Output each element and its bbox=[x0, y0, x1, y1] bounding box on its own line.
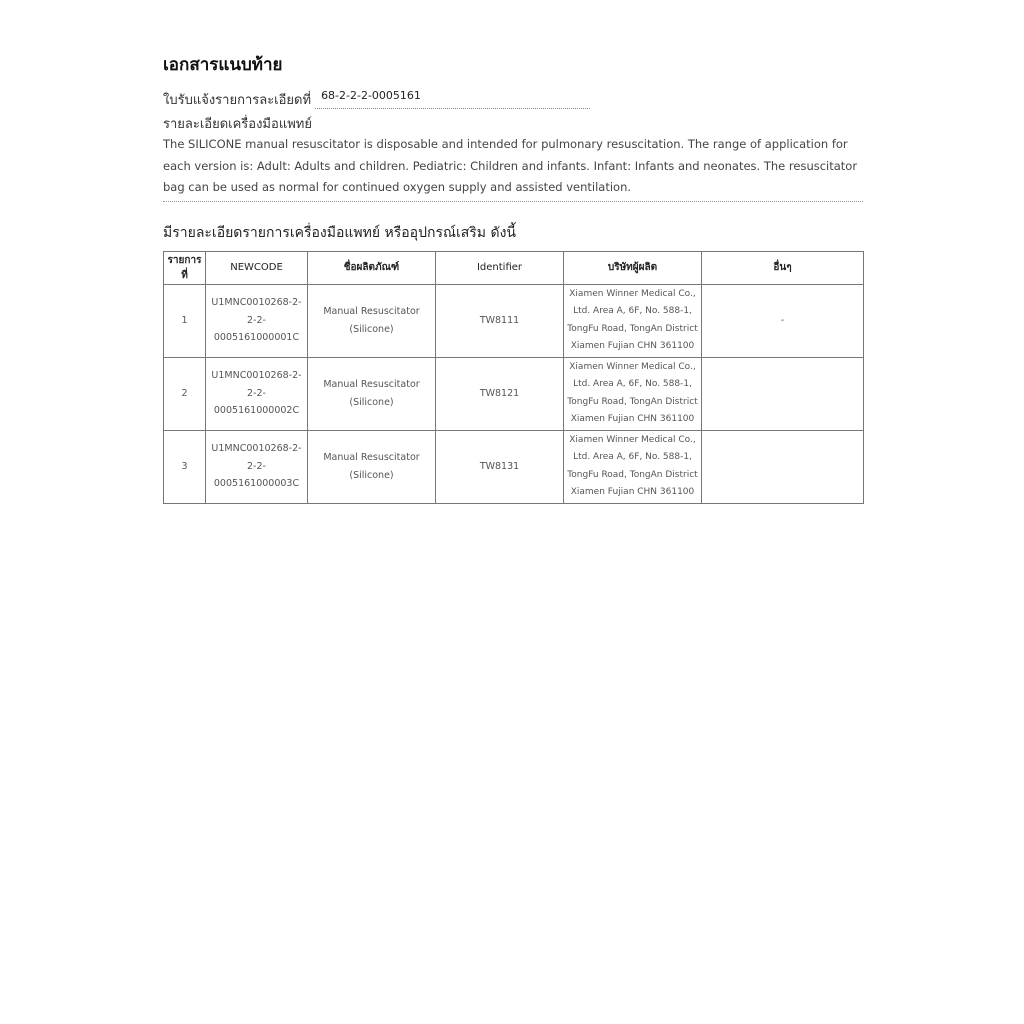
cell-item-no: 3 bbox=[164, 430, 206, 503]
header-newcode: NEWCODE bbox=[206, 251, 308, 284]
cell-other bbox=[702, 357, 864, 430]
document-title: เอกสารแนบท้าย bbox=[163, 55, 283, 75]
header-item-no: รายการที่ bbox=[164, 251, 206, 284]
cell-manufacturer: Xiamen Winner Medical Co., Ltd. Area A, 6F, No. 588-1, TongFu Road, TongAn District Xiamen Fujian CHN 361100 bbox=[564, 284, 702, 357]
cell-identifier: TW8121 bbox=[436, 357, 564, 430]
header-manufacturer: บริษัทผู้ผลิต bbox=[564, 251, 702, 284]
item-list-heading: มีรายละเอียดรายการเครื่องมือแพทย์ หรืออุปกรณ์เสริม ดังนี้ bbox=[163, 224, 516, 241]
cell-identifier: TW8111 bbox=[436, 284, 564, 357]
cell-item-no: 2 bbox=[164, 357, 206, 430]
cell-newcode: U1MNC0010268-2-2-2-0005161000001C bbox=[206, 284, 308, 357]
table-row bbox=[164, 284, 864, 357]
document-page bbox=[163, 50, 863, 504]
cell-newcode: U1MNC0010268-2-2-2-0005161000002C bbox=[206, 357, 308, 430]
device-items-table bbox=[163, 251, 864, 504]
table-row bbox=[164, 357, 864, 430]
cell-other: - bbox=[702, 284, 864, 357]
cell-newcode: U1MNC0010268-2-2-2-0005161000003C bbox=[206, 430, 308, 503]
cell-product-name: Manual Resuscitator (Silicone) bbox=[308, 430, 436, 503]
device-detail-label: รายละเอียดเครื่องมือแพทย์ bbox=[163, 117, 312, 132]
cell-manufacturer: Xiamen Winner Medical Co., Ltd. Area A, 6F, No. 588-1, TongFu Road, TongAn District Xiamen Fujian CHN 361100 bbox=[564, 430, 702, 503]
reference-underline bbox=[315, 108, 590, 109]
reference-number: 68-2-2-2-0005161 bbox=[321, 89, 421, 102]
header-other: อื่นๆ bbox=[702, 251, 864, 284]
reference-row bbox=[163, 84, 863, 110]
table-header-row bbox=[164, 251, 864, 284]
cell-other bbox=[702, 430, 864, 503]
device-description: The SILICONE manual resuscitator is disposable and intended for pulmonary resuscitation. The range of application for each version is: Adult: Adults and children. Pediatric: Children and infants. Infant: Infants and neonates. The resuscitator bag can be used as normal for continued oxygen supply and assisted ventilation. bbox=[163, 134, 863, 202]
cell-item-no: 1 bbox=[164, 284, 206, 357]
cell-product-name: Manual Resuscitator (Silicone) bbox=[308, 357, 436, 430]
cell-product-name: Manual Resuscitator (Silicone) bbox=[308, 284, 436, 357]
header-product-name: ชื่อผลิตภัณฑ์ bbox=[308, 251, 436, 284]
cell-manufacturer: Xiamen Winner Medical Co., Ltd. Area A, 6F, No. 588-1, TongFu Road, TongAn District Xiamen Fujian CHN 361100 bbox=[564, 357, 702, 430]
reference-label: ใบรับแจ้งรายการละเอียดที่ bbox=[163, 93, 312, 108]
cell-identifier: TW8131 bbox=[436, 430, 564, 503]
header-identifier: Identifier bbox=[436, 251, 564, 284]
table-row bbox=[164, 430, 864, 503]
